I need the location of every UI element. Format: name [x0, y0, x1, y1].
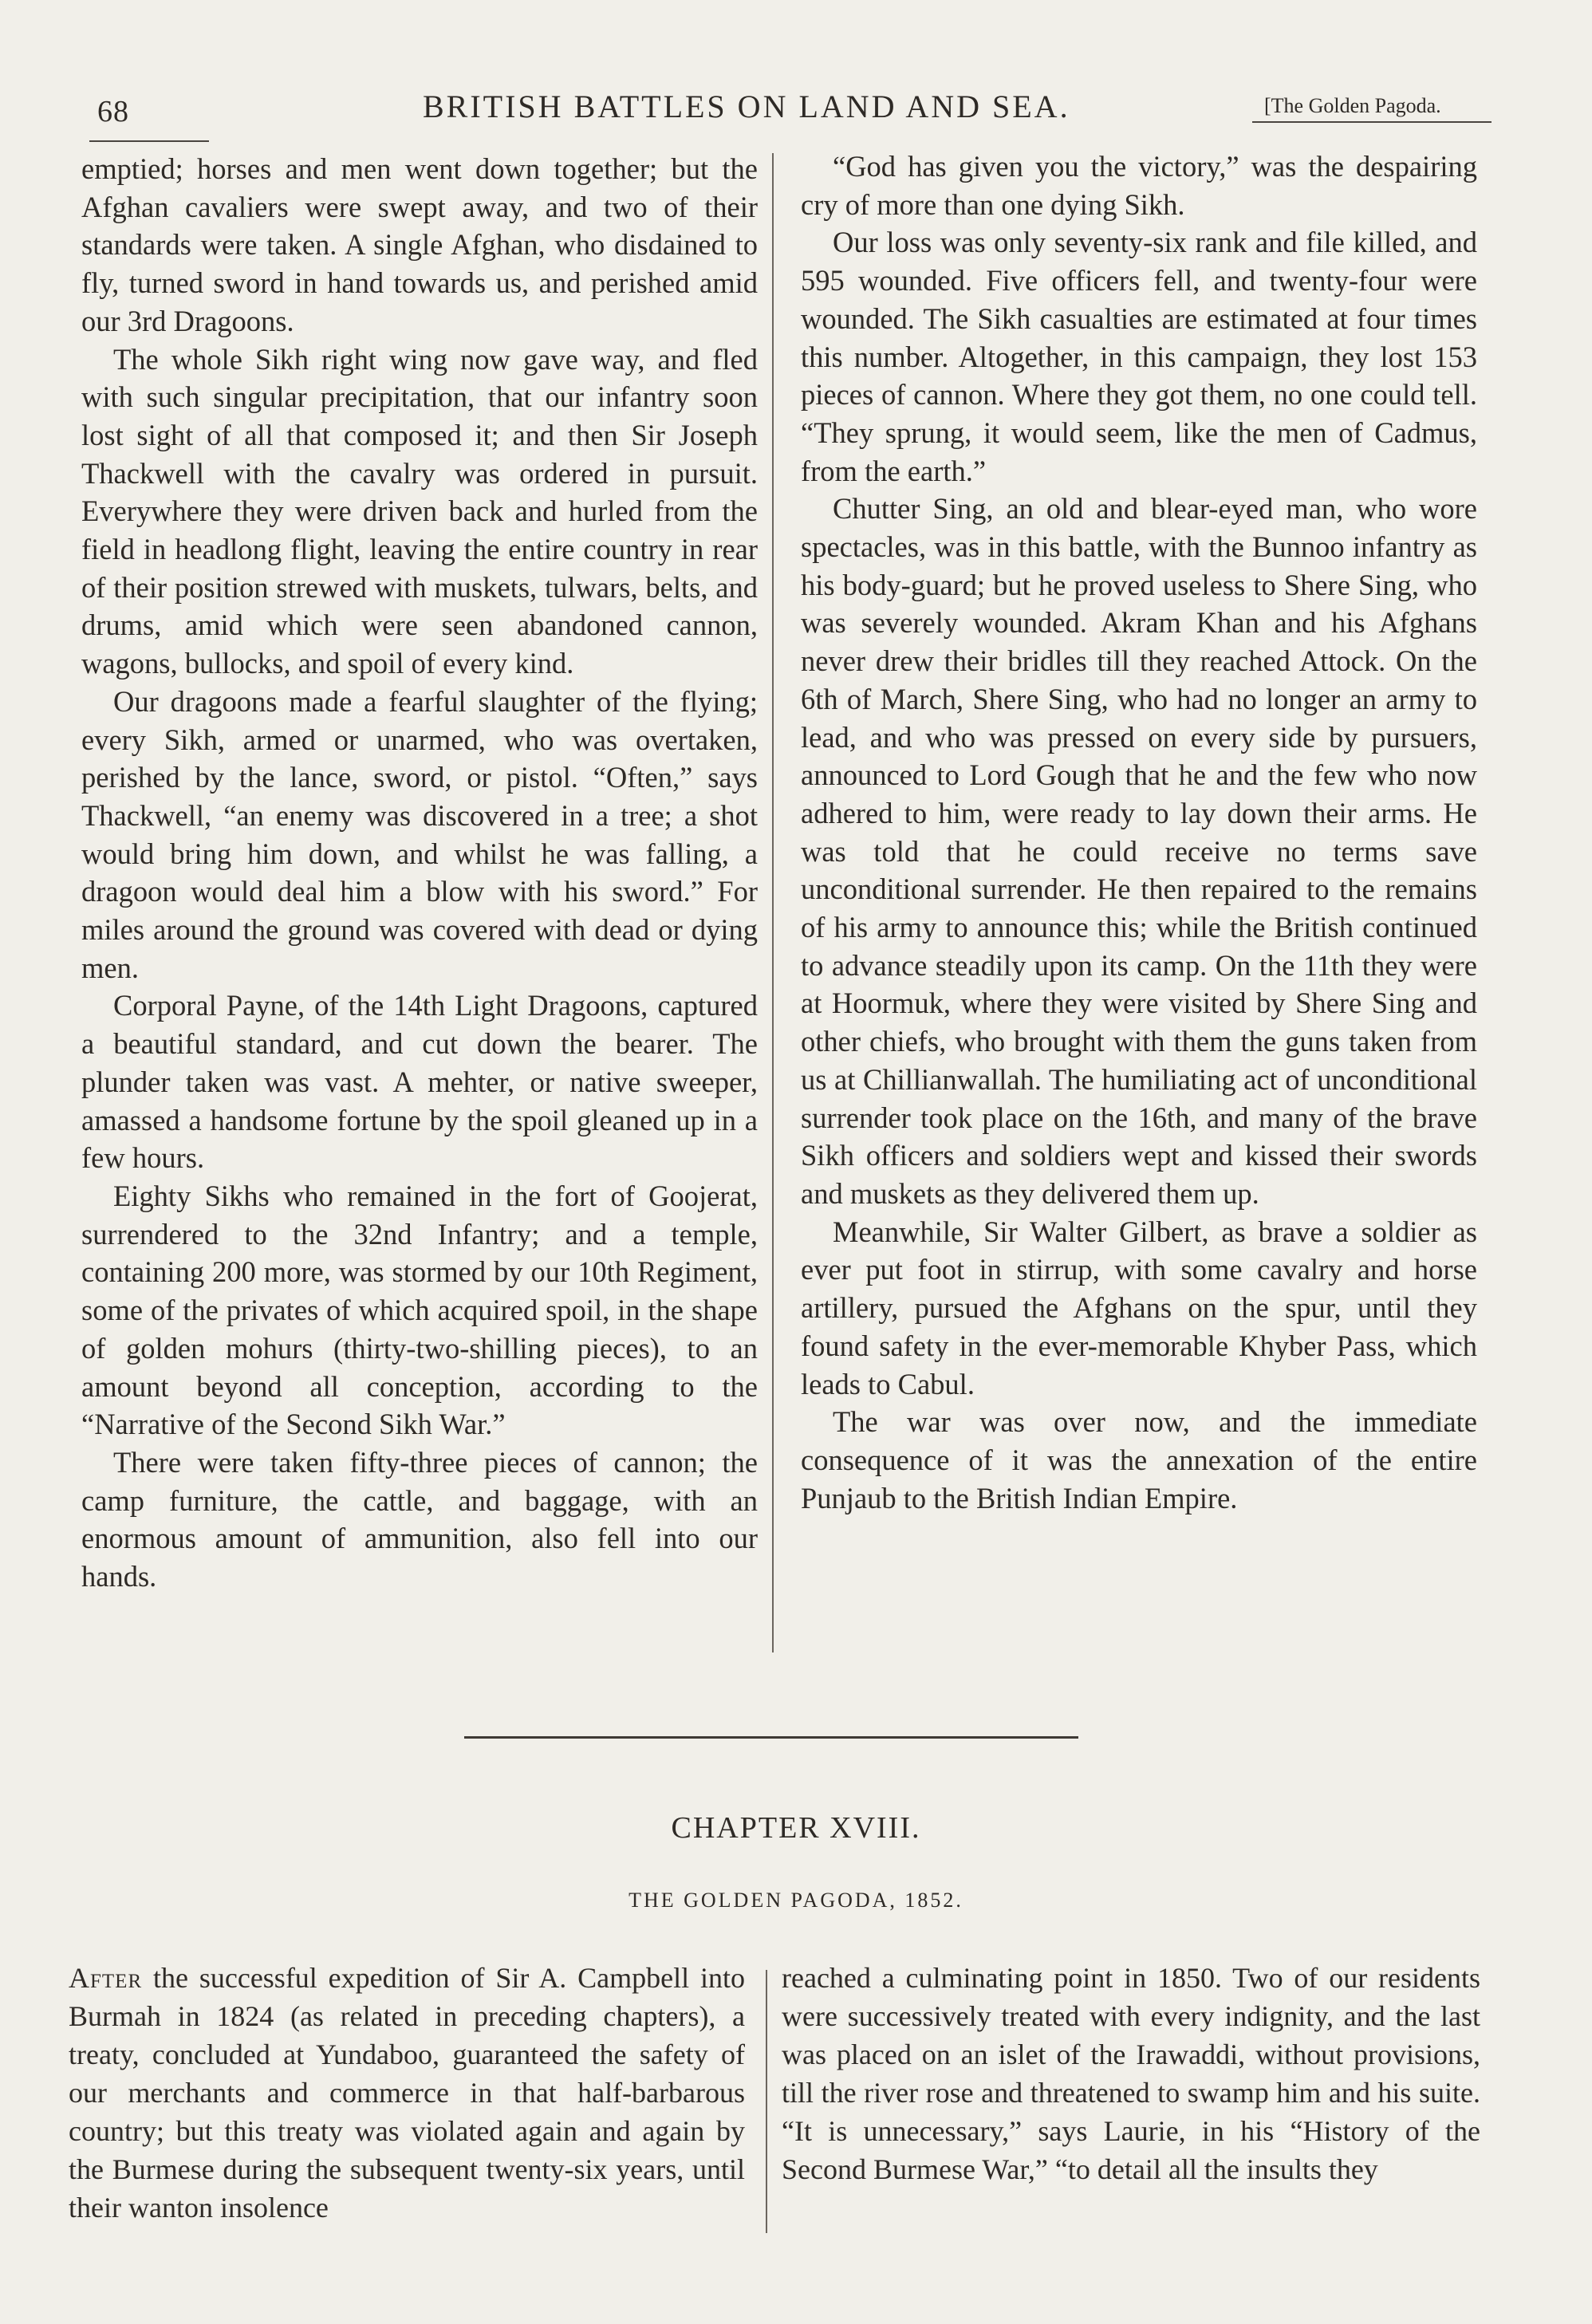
paragraph: Eighty Sikhs who remained in the fort of Goojerat, surrendered to the 32nd Infantry; and a temple, containing 200 more, was stormed by our 10th Regiment, some of the privates of which acquired spoil, in the shape of golden mohurs (thirty-two-shilling pieces), to an amount beyond all conception, according to the “Narrative of the Second Sikh War.”: [81, 1179, 758, 1441]
chapter-separator-rule: [464, 1736, 1078, 1739]
right-text-column: [801, 148, 1477, 1517]
left-text-column: [81, 150, 758, 1596]
header-rule-right: [1252, 121, 1492, 123]
paragraph: Chutter Sing, an old and blear-eyed man, who wore spectacles, was in this battle, with the Bunnoo infantry as his body-guard; but he proved useless to Shere Sing, who was severely wounded. Akram Khan and his Afghans never drew their bridles till they reached Attock. On the 6th of March, Shere Sing, who had no longer an army to lead, and who was pressed on every side by pursuers, announced to Lord Gough that he and the few who now adhered to him, were ready to lay down their arms. He was told that he could receive no terms save unconditional surrender. He then repaired to the remains of his army to announce this; while the British continued to advance steadily upon its camp. On the 11th they were at Hoormuk, where they were visited by Shere Sing and other chiefs, who brought with them the guns taken from us at Chillianwallah. The humiliating act of unconditional surrender took place on the 16th, and many of the brave Sikh officers and soldiers wept and kissed their swords and muskets as they delivered them up.: [801, 492, 1477, 1210]
opening-text: the successful expedition of Sir A. Campbell into Burmah in 1824 (as related in preceding chapters), a treaty, concluded at Yundaboo, guaranteed the safety of our merchants and commerce in that half-barbarous country; but this treaty was violated again and again by the Burmese during the subsequent twenty-six years, until their wanton insolence: [69, 1962, 745, 2224]
paragraph: Our loss was only seventy-six rank and file killed, and 595 wounded. Five officers fell, and twenty-four were wounded. The Sikh casualties are estimated at four times this number. Altogether, in this campaign, they lost 153 pieces of cannon. Where they got them, no one could tell. “They sprung, it would seem, like the men of Cadmus, from the earth.”: [801, 226, 1477, 487]
paragraph: Meanwhile, Sir Walter Gilbert, as brave a soldier as ever put foot in stirrup, with some cavalry and horse artillery, pursued the Afghans on the spur, until they found safety in the ever-memorable Khyber Pass, which leads to Cabul.: [801, 1215, 1477, 1400]
opening-word: After: [69, 1962, 143, 1994]
column-divider: [772, 153, 774, 1652]
chapter-left-column: [69, 1959, 745, 2227]
chapter-subtitle: THE GOLDEN PAGODA, 1852.: [629, 1889, 963, 1912]
paragraph: Corporal Payne, of the 14th Light Dragoons, captured a beautiful standard, and cut down the bearer. The plunder taken was vast. A mehter, or native sweeper, amassed a handsome fortune by the spoil gleaned up in a few hours.: [81, 989, 758, 1175]
paragraph: The whole Sikh right wing now gave way, and fled with such singular precipitation, that our infantry soon lost sight of all that composed it; and then Sir Joseph Thackwell with the cavalry was ordered in pursuit. Everywhere they were driven back and hurled from the field in headlong flight, leaving the entire country in rear of their position strewed with muskets, tulwars, belts, and drums, amid which were seen abandoned cannon, wagons, bullocks, and spoil of every kind.: [81, 342, 758, 680]
opening-paragraph: [69, 1959, 745, 2227]
paragraph: reached a culminating point in 1850. Two of our residents were successively treated with every indignity, and the last was placed on an islet of the Irawaddi, without provisions, till the river rose and threatened to swamp him and his suite. “It is unnecessary,” says Laurie, in his “History of the Second Burmese War,” “to detail all the insults they: [782, 1962, 1480, 2185]
paragraph: emptied; horses and men went down together; but the Afghan cavaliers were swept away, and two of their standards were taken. A single Afghan, who disdained to fly, turned sword in hand towards us, and perished amid our 3rd Dragoons.: [81, 152, 758, 337]
chapter-right-column: [782, 1959, 1480, 2188]
chapter-title: CHAPTER XVIII.: [671, 1811, 921, 1845]
running-head: [0, 80, 1592, 128]
column-divider: [766, 1970, 767, 2233]
header-rule-left: [89, 140, 209, 142]
paragraph: The war was over now, and the immediate consequence of it was the annexation of the entire Punjaub to the British Indian Empire.: [801, 1405, 1477, 1515]
section-reference: [The Golden Pagoda.: [1264, 94, 1441, 117]
paragraph: There were taken fifty-three pieces of cannon; the camp furniture, the cattle, and baggage, with an enormous amount of ammunition, also fell into our hands.: [81, 1445, 758, 1593]
page-number: 68: [97, 95, 129, 128]
running-title: BRITISH BATTLES ON LAND AND SEA.: [423, 89, 1070, 124]
paragraph: “God has given you the victory,” was the despairing cry of more than one dying Sikh.: [801, 150, 1477, 221]
paragraph: Our dragoons made a fearful slaughter of the flying; every Sikh, armed or unarmed, who was overtaken, perished by the lance, sword, or pistol. “Often,” says Thackwell, “an enemy was discovered in a tree; a shot would bring him down, and whilst he was falling, a dragoon would deal him a blow with his sword.” For miles around the ground was covered with dead or dying men.: [81, 684, 758, 984]
